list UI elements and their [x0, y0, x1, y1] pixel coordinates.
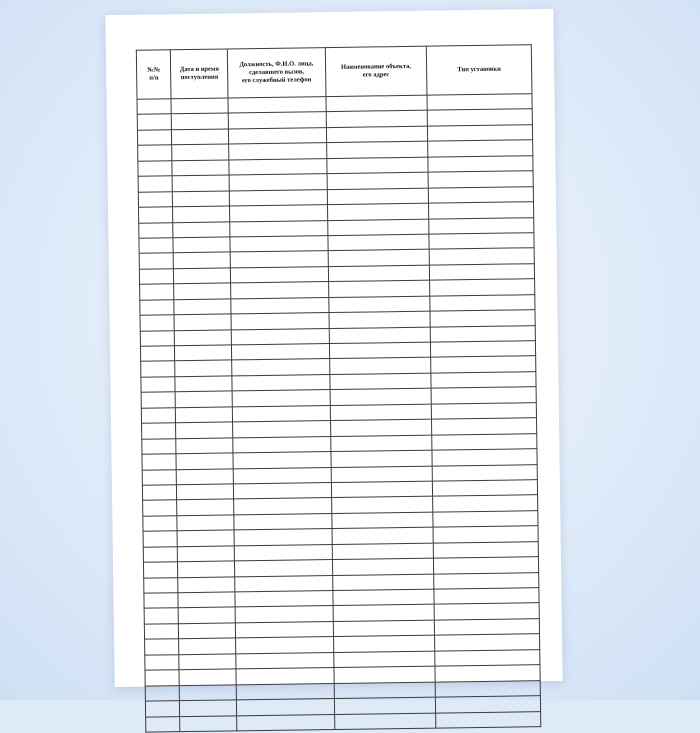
table-cell-caller: [234, 513, 332, 530]
table-cell-caller: [234, 529, 332, 546]
table-cell-number: [143, 546, 178, 562]
table-cell-caller: [233, 436, 331, 453]
table-cell-object: [326, 111, 427, 128]
table-cell-object: [329, 311, 430, 328]
table-cell-install_type: [427, 109, 532, 126]
table-cell-caller: [236, 683, 334, 700]
table-cell-install_type: [433, 495, 538, 512]
table-cell-caller: [233, 482, 331, 499]
table-cell-number: [143, 500, 178, 516]
table-cell-install_type: [429, 248, 534, 265]
table-cell-datetime: [180, 685, 237, 701]
table-cell-caller: [237, 714, 335, 731]
table-cell-install_type: [429, 233, 534, 250]
table-cell-caller: [236, 652, 334, 669]
table-cell-object: [328, 250, 429, 267]
table-cell-number: [141, 377, 176, 393]
table-cell-object: [330, 388, 431, 405]
table-cell-datetime: [177, 484, 234, 500]
table-cell-object: [333, 651, 434, 668]
table-cell-caller: [233, 452, 331, 469]
table-cell-datetime: [176, 438, 233, 454]
table-cell-caller: [235, 560, 333, 577]
column-header-caller: [227, 48, 325, 98]
table-cell-caller: [235, 621, 333, 638]
table-cell-caller: [236, 637, 334, 654]
table-cell-number: [145, 670, 180, 686]
table-cell-datetime: [178, 576, 235, 592]
table-cell-number: [140, 315, 175, 331]
table-cell-datetime: [176, 453, 233, 469]
table-cell-object: [330, 373, 431, 390]
table-cell-caller: [232, 344, 330, 361]
table-cell-object: [328, 265, 429, 282]
table-cell-install_type: [434, 603, 539, 620]
table-cell-object: [331, 512, 432, 529]
header-line: его адрес: [362, 71, 390, 79]
column-header-datetime: [171, 49, 228, 99]
table-cell-install_type: [430, 341, 535, 358]
table-cell-datetime: [176, 407, 233, 423]
table-cell-install_type: [435, 665, 540, 682]
table-cell-install_type: [432, 464, 537, 481]
table-cell-caller: [228, 97, 326, 114]
table-cell-datetime: [178, 546, 235, 562]
table-cell-number: [138, 145, 173, 161]
table-cell-caller: [229, 158, 327, 175]
table-cell-install_type: [428, 171, 533, 188]
table-cell-install_type: [429, 264, 534, 281]
table-cell-number: [142, 423, 177, 439]
table-cell-caller: [235, 591, 333, 608]
table-cell-install_type: [428, 155, 533, 172]
table-cell-object: [331, 497, 432, 514]
table-cell-number: [142, 485, 177, 501]
table-cell-number: [139, 238, 174, 254]
table-cell-object: [334, 682, 435, 699]
table-cell-object: [328, 296, 429, 313]
table-cell-number: [143, 531, 178, 547]
table-cell-number: [140, 330, 175, 346]
table-cell-datetime: [177, 515, 234, 531]
table-cell-object: [330, 404, 431, 421]
journal-table: [136, 44, 541, 732]
table-cell-datetime: [175, 329, 232, 345]
table-cell-object: [333, 605, 434, 622]
table-cell-install_type: [430, 310, 535, 327]
table-cell-install_type: [434, 572, 539, 589]
table-cell-install_type: [435, 696, 540, 713]
table-cell-object: [331, 481, 432, 498]
table-cell-object: [329, 327, 430, 344]
table-cell-object: [333, 589, 434, 606]
header-line: Наименование объекта,: [340, 62, 411, 71]
table-cell-number: [138, 160, 173, 176]
table-cell-datetime: [173, 191, 230, 207]
table-cell-datetime: [177, 530, 234, 546]
table-cell-datetime: [179, 669, 236, 685]
table-cell-caller: [232, 390, 330, 407]
table-cell-datetime: [175, 345, 232, 361]
table-cell-object: [330, 435, 431, 452]
table-cell-number: [141, 407, 176, 423]
table-header: [136, 45, 532, 100]
table-cell-caller: [234, 544, 332, 561]
table-cell-number: [145, 701, 180, 717]
table-cell-datetime: [177, 468, 234, 484]
table-cell-object: [329, 358, 430, 375]
table-cell-datetime: [174, 299, 231, 315]
table-cell-install_type: [430, 279, 535, 296]
table-cell-datetime: [175, 376, 232, 392]
table-body: [137, 94, 541, 732]
table-cell-datetime: [172, 113, 229, 129]
table-cell-caller: [231, 328, 329, 345]
table-cell-object: [327, 203, 428, 220]
table-cell-object: [331, 450, 432, 467]
table-cell-object: [330, 419, 431, 436]
table-cell-number: [139, 269, 174, 285]
table-cell-datetime: [178, 592, 235, 608]
table-cell-install_type: [431, 356, 536, 373]
table-cell-install_type: [435, 649, 540, 666]
table-cell-number: [146, 716, 181, 732]
table-cell-object: [327, 157, 428, 174]
table-cell-caller: [232, 405, 330, 422]
table-cell-caller: [229, 174, 327, 191]
table-cell-object: [331, 466, 432, 483]
table-cell-datetime: [177, 499, 234, 515]
table-cell-datetime: [174, 252, 231, 268]
table-cell-caller: [229, 127, 327, 144]
table-cell-datetime: [175, 360, 232, 376]
table-cell-caller: [228, 112, 326, 129]
table-cell-caller: [231, 297, 329, 314]
table-cell-install_type: [431, 372, 536, 389]
column-header-object: [325, 46, 427, 96]
table-cell-number: [145, 639, 180, 655]
table-cell-number: [140, 299, 175, 315]
table-cell-install_type: [434, 588, 539, 605]
table-cell-number: [138, 176, 173, 192]
table-cell-number: [140, 284, 175, 300]
table-cell-datetime: [174, 314, 231, 330]
table-cell-install_type: [427, 125, 532, 142]
table-cell-install_type: [430, 294, 535, 311]
table-cell-object: [328, 234, 429, 251]
header-line: поступления: [180, 73, 219, 82]
table-cell-install_type: [433, 526, 538, 543]
header-line: Должность, Ф.И.О. лица,: [239, 59, 314, 68]
table-cell-caller: [230, 251, 328, 268]
table-cell-datetime: [176, 391, 233, 407]
table-cell-caller: [229, 143, 327, 160]
table-cell-object: [332, 558, 433, 575]
table-cell-datetime: [173, 221, 230, 237]
table-cell-install_type: [432, 480, 537, 497]
header-line: Тип установки: [457, 65, 501, 74]
table-cell-datetime: [173, 206, 230, 222]
table-cell-datetime: [180, 715, 237, 731]
table-cell-caller: [236, 668, 334, 685]
table-cell-object: [327, 172, 428, 189]
sheet-content-area: [136, 44, 541, 672]
header-line: Дата и время: [179, 65, 219, 73]
table-cell-datetime: [179, 638, 236, 654]
table-cell-object: [332, 574, 433, 591]
table-cell-datetime: [174, 268, 231, 284]
table-cell-install_type: [431, 387, 536, 404]
table-cell-install_type: [428, 202, 533, 219]
table-cell-datetime: [173, 237, 230, 253]
header-row: [136, 45, 532, 100]
table-cell-object: [328, 280, 429, 297]
table-cell-caller: [231, 282, 329, 299]
table-cell-number: [142, 469, 177, 485]
header-line: п/п: [149, 74, 159, 82]
table-cell-number: [139, 207, 174, 223]
header-line: его служебный телефон: [241, 76, 312, 85]
table-cell-install_type: [432, 433, 537, 450]
table-cell-datetime: [172, 175, 229, 191]
paper-sheet: [105, 9, 562, 687]
table-cell-object: [326, 95, 427, 112]
table-cell-number: [144, 624, 179, 640]
table-cell-datetime: [179, 623, 236, 639]
table-cell-install_type: [428, 186, 533, 203]
table-cell-object: [333, 635, 434, 652]
table-cell-datetime: [171, 98, 228, 114]
table-cell-number: [141, 392, 176, 408]
table-cell-caller: [230, 236, 328, 253]
header-line: сделавшего вызов,: [249, 68, 305, 77]
table-cell-install_type: [433, 557, 538, 574]
table-cell-install_type: [429, 217, 534, 234]
table-cell-install_type: [431, 402, 536, 419]
table-cell-datetime: [172, 129, 229, 145]
table-cell-number: [142, 438, 177, 454]
table-cell-number: [143, 562, 178, 578]
table-cell-install_type: [436, 711, 541, 728]
table-cell-install_type: [430, 325, 535, 342]
table-cell-object: [329, 342, 430, 359]
table-cell-number: [145, 654, 180, 670]
header-line: №№: [147, 66, 161, 74]
table-cell-install_type: [434, 619, 539, 636]
table-cell-number: [137, 130, 172, 146]
table-cell-object: [333, 620, 434, 637]
table-cell-caller: [231, 313, 329, 330]
table-cell-caller: [235, 606, 333, 623]
table-cell-object: [327, 188, 428, 205]
column-header-install-type: [426, 45, 532, 95]
table-cell-caller: [234, 498, 332, 515]
table-cell-number: [141, 361, 176, 377]
table-cell-number: [138, 191, 173, 207]
table-cell-caller: [230, 220, 328, 237]
table-cell-install_type: [434, 634, 539, 651]
table-cell-object: [326, 141, 427, 158]
table-cell-install_type: [433, 541, 538, 558]
table-cell-object: [334, 713, 435, 730]
table-cell-number: [139, 253, 174, 269]
table-cell-object: [332, 543, 433, 560]
table-cell-datetime: [174, 283, 231, 299]
table-cell-object: [332, 527, 433, 544]
table-cell-caller: [230, 266, 328, 283]
table-cell-install_type: [435, 680, 540, 697]
table-cell-caller: [233, 421, 331, 438]
table-cell-install_type: [433, 510, 538, 527]
table-cell-caller: [229, 189, 327, 206]
table-cell-number: [144, 608, 179, 624]
table-cell-install_type: [431, 418, 536, 435]
table-cell-datetime: [172, 160, 229, 176]
table-cell-caller: [232, 374, 330, 391]
table-cell-datetime: [176, 422, 233, 438]
table-cell-number: [144, 593, 179, 609]
table-cell-datetime: [178, 561, 235, 577]
table-cell-number: [143, 516, 178, 532]
table-cell-caller: [235, 575, 333, 592]
table-cell-install_type: [428, 140, 533, 157]
table-cell-datetime: [172, 144, 229, 160]
table-cell-number: [145, 685, 180, 701]
table-cell-install_type: [432, 449, 537, 466]
table-cell-number: [139, 222, 174, 238]
table-cell-number: [142, 454, 177, 470]
table-cell-datetime: [180, 700, 237, 716]
table-cell-caller: [233, 467, 331, 484]
table-cell-datetime: [179, 654, 236, 670]
table-cell-object: [334, 666, 435, 683]
table-cell-install_type: [427, 94, 532, 111]
table-cell-object: [326, 126, 427, 143]
table-cell-number: [144, 577, 179, 593]
table-cell-datetime: [179, 607, 236, 623]
table-cell-number: [140, 346, 175, 362]
table-cell-number: [137, 114, 172, 130]
table-cell-caller: [230, 205, 328, 222]
table-cell-number: [137, 99, 172, 115]
table-cell-object: [327, 219, 428, 236]
table-cell-caller: [237, 699, 335, 716]
column-header-number: [136, 50, 171, 99]
table-cell-caller: [232, 359, 330, 376]
